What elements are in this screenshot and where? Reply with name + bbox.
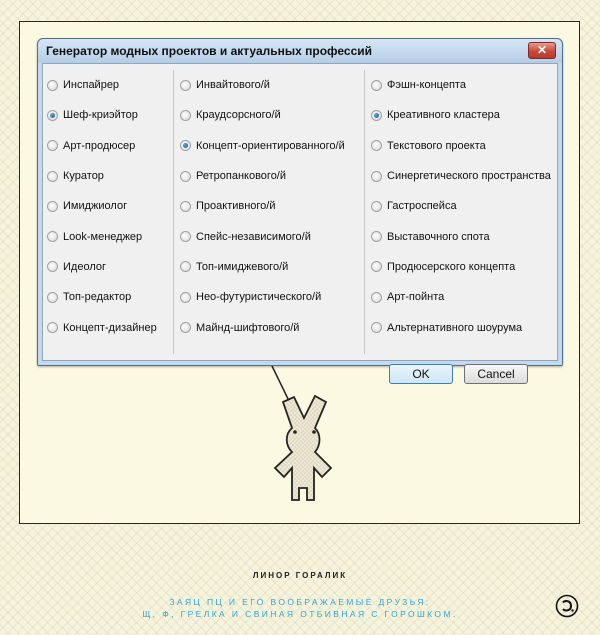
option-label: Инвайтового/й <box>196 79 270 92</box>
radio-option[interactable] <box>365 252 560 282</box>
radio-option[interactable] <box>174 221 364 251</box>
radio-icon[interactable] <box>180 80 191 91</box>
option-label: Шеф-криэйтор <box>63 109 138 122</box>
option-label: Концепт-дизайнер <box>63 321 157 334</box>
option-label: Продюсерского концепта <box>387 260 516 273</box>
radio-icon[interactable] <box>180 171 191 182</box>
option-label: Нео-футуристического/й <box>196 291 322 304</box>
book-title-line-2: Щ, Ф, ГРЕЛКА И СВИНАЯ ОТБИВНАЯ С ГОРОШКОМ. <box>142 609 458 619</box>
radio-option[interactable] <box>174 100 364 130</box>
radio-icon[interactable] <box>180 231 191 242</box>
option-label: Фэшн-концепта <box>387 79 466 92</box>
radio-option[interactable] <box>365 70 560 100</box>
option-label: Синергетического пространства <box>387 170 551 183</box>
option-label: Креативного кластера <box>387 109 500 122</box>
option-label: Идеолог <box>63 260 106 273</box>
option-label: Имиджиолог <box>63 200 128 213</box>
rabbit-body <box>275 396 331 500</box>
radio-option[interactable] <box>174 131 364 161</box>
radio-icon[interactable] <box>180 110 191 121</box>
dialog-content <box>42 63 558 381</box>
radio-option[interactable] <box>365 221 560 251</box>
radio-option[interactable] <box>365 312 560 342</box>
radio-option[interactable] <box>174 282 364 312</box>
radio-option[interactable] <box>43 70 171 100</box>
option-label: Look-менеджер <box>63 230 143 243</box>
radio-option[interactable] <box>43 161 171 191</box>
radio-option[interactable] <box>43 100 171 130</box>
ok-button[interactable]: OK <box>389 364 453 384</box>
option-label: Ретропанкового/й <box>196 170 287 183</box>
author-name: ЛИНОР ГОРАЛИК <box>252 571 348 580</box>
radio-option[interactable] <box>174 312 364 342</box>
radio-icon[interactable] <box>371 261 382 272</box>
radio-icon[interactable] <box>180 322 191 333</box>
radio-option[interactable] <box>43 131 171 161</box>
radio-icon[interactable] <box>371 140 382 151</box>
radio-option[interactable] <box>365 191 560 221</box>
book-title <box>0 596 600 620</box>
radio-option[interactable] <box>43 191 171 221</box>
radio-icon[interactable] <box>371 292 382 303</box>
radio-option[interactable] <box>43 312 171 342</box>
radio-option[interactable] <box>174 252 364 282</box>
option-label: Проактивного/й <box>196 200 276 213</box>
radio-checked-icon[interactable] <box>371 110 382 121</box>
option-label: Альтернативного шоурума <box>387 321 523 334</box>
radio-icon[interactable] <box>371 171 382 182</box>
radio-option[interactable] <box>43 282 171 312</box>
book-title-line-1: ЗАЯЦ ПЦ И ЕГО ВООБРАЖАЕМЫЕ ДРУЗЬЯ: <box>169 597 431 607</box>
dialog-title: Генератор модных проектов и актуальных профессий <box>46 44 372 58</box>
generator-dialog <box>37 38 563 381</box>
radio-icon[interactable] <box>47 231 58 242</box>
radio-icon[interactable] <box>47 171 58 182</box>
radio-option[interactable] <box>43 252 171 282</box>
option-label: Спейс-независимого/й <box>196 230 311 243</box>
radio-icon[interactable] <box>180 292 191 303</box>
column-professions <box>43 70 171 362</box>
close-icon: ✕ <box>536 43 548 57</box>
option-label: Гастроспейса <box>387 200 457 213</box>
option-label: Топ-имиджевого/й <box>196 260 289 273</box>
radio-icon[interactable] <box>47 261 58 272</box>
radio-icon[interactable] <box>180 201 191 212</box>
publisher-logo-icon <box>555 594 579 618</box>
radio-checked-icon[interactable] <box>47 110 58 121</box>
radio-icon[interactable] <box>47 322 58 333</box>
radio-icon[interactable] <box>47 140 58 151</box>
option-label: Инспайрер <box>63 79 120 92</box>
radio-icon[interactable] <box>371 231 382 242</box>
rabbit-eye-right <box>312 430 316 434</box>
option-label: Куратор <box>63 170 104 183</box>
radio-icon[interactable] <box>180 261 191 272</box>
option-label: Майнд-шифтового/й <box>196 321 300 334</box>
radio-option[interactable] <box>174 70 364 100</box>
radio-option[interactable] <box>365 161 560 191</box>
dialog-titlebar[interactable] <box>38 39 562 63</box>
column-adjectives <box>173 70 364 354</box>
column-objects <box>364 70 560 354</box>
rabbit-eye-left <box>293 430 297 434</box>
radio-option[interactable] <box>174 161 364 191</box>
radio-icon[interactable] <box>371 80 382 91</box>
radio-option[interactable] <box>365 282 560 312</box>
option-label: Арт-пойнта <box>387 291 445 304</box>
option-label: Выставочного спота <box>387 230 490 243</box>
option-label: Концепт-ориентированного/й <box>196 139 345 152</box>
radio-icon[interactable] <box>371 201 382 212</box>
option-label: Текстового проекта <box>387 139 486 152</box>
radio-option[interactable] <box>365 100 560 130</box>
radio-icon[interactable] <box>371 322 382 333</box>
radio-option[interactable] <box>43 221 171 251</box>
option-label: Краудсорсного/й <box>196 109 281 122</box>
cancel-button[interactable]: Cancel <box>464 364 528 384</box>
option-label: Арт-продюсер <box>63 139 136 152</box>
radio-option[interactable] <box>174 191 364 221</box>
close-button[interactable] <box>528 42 556 59</box>
option-label: Топ-редактор <box>63 291 132 304</box>
radio-option[interactable] <box>365 131 560 161</box>
radio-checked-icon[interactable] <box>180 140 191 151</box>
radio-icon[interactable] <box>47 201 58 212</box>
radio-icon[interactable] <box>47 80 58 91</box>
radio-icon[interactable] <box>47 292 58 303</box>
